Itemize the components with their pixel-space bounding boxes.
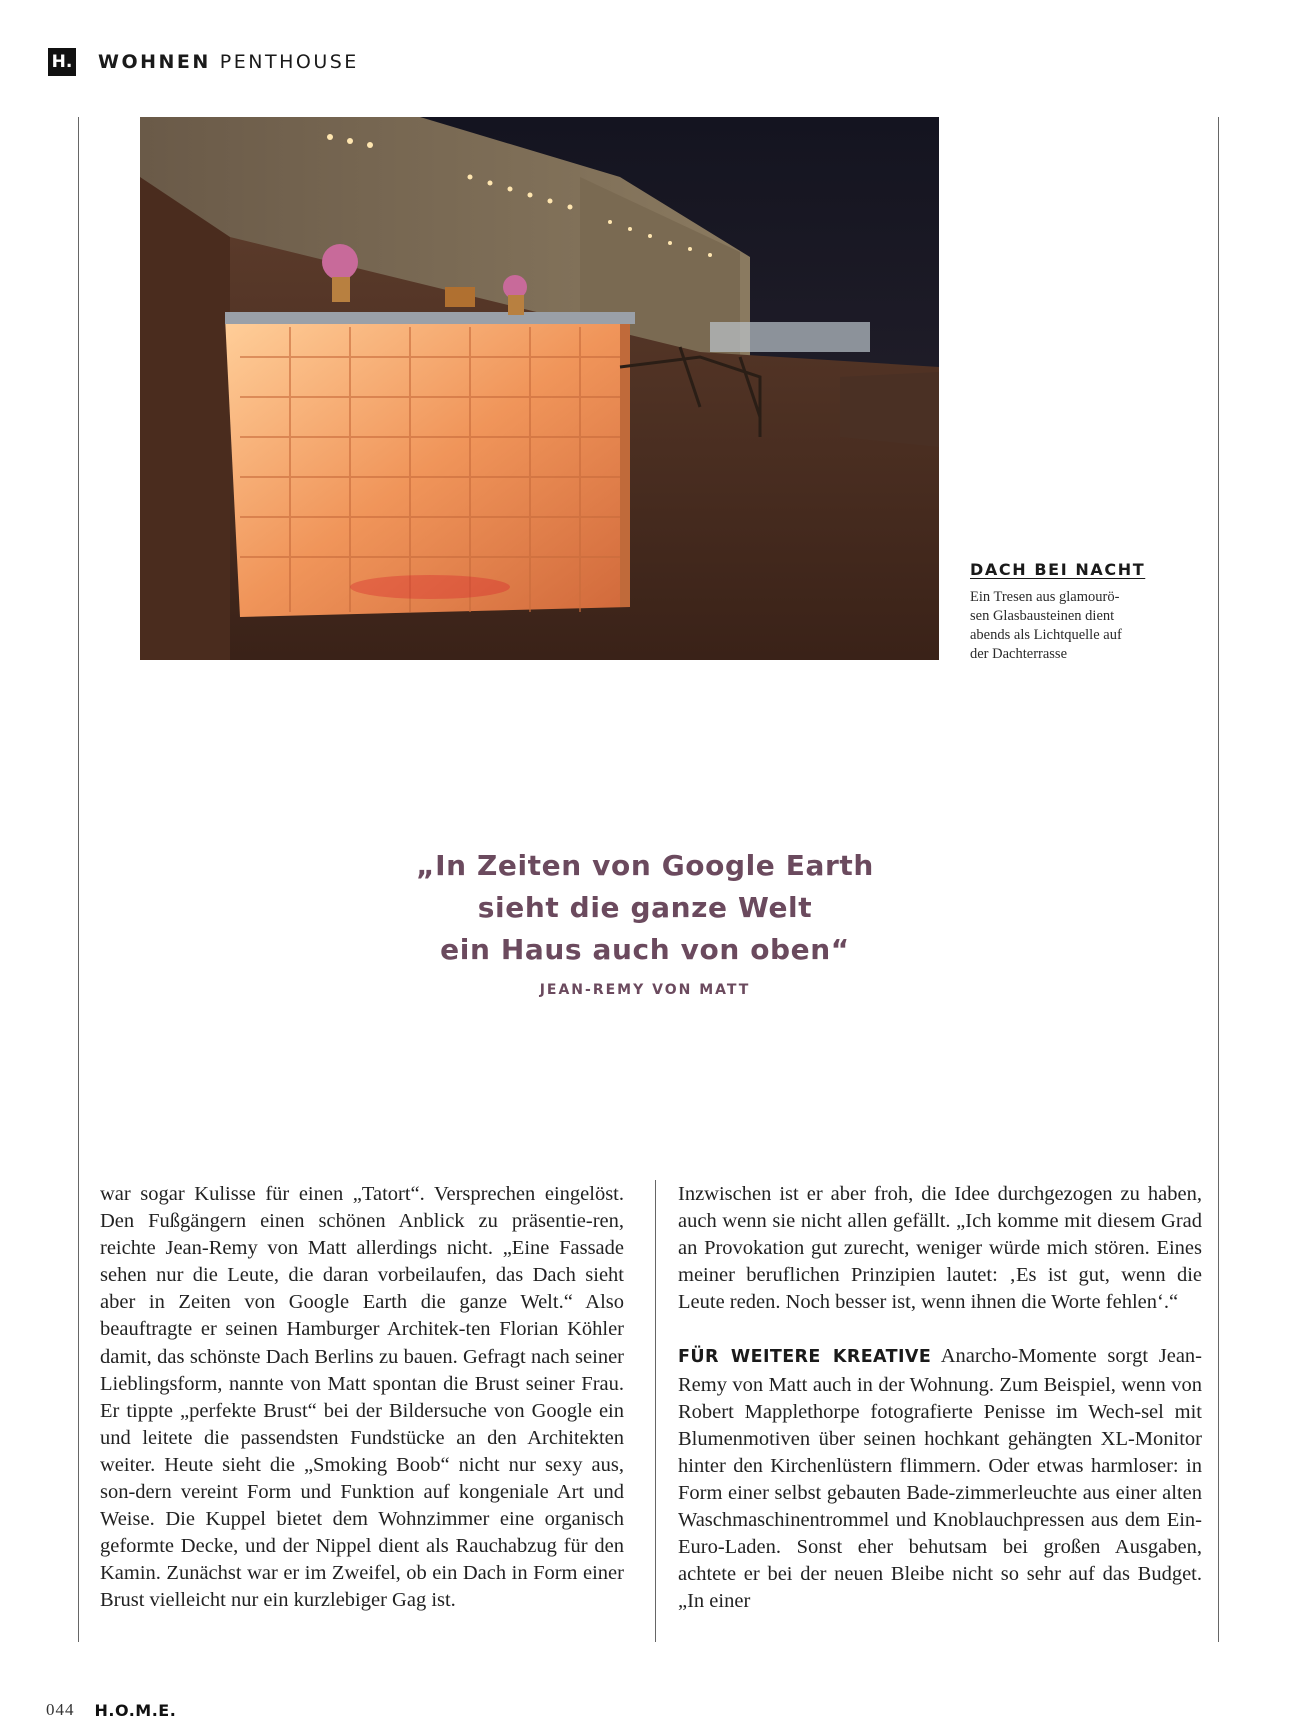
section-label (98, 51, 359, 73)
paragraph-text: Anarcho-Momente sorgt Jean-Remy von Matt auch in der Wohnung. Zum Beispiel, wenn von Robert Mapplethorpe fotografierte Penisse im Wech-sel mit Blumenmotiven über seinen hochkant gehängten XL-Monitor hinter den Kirchenlüstern flimmern. Oder etwas harmloser: in Form einer selbst gebauten Bade-zimmerleuchte aus einer alten Waschmaschinentrommel und Knoblauchpressen aus dem Ein-Euro-Laden. Sonst eher behutsam bei großen Ausgaben, achtete er bei der neuen Bleibe nicht so sehr auf das Budget. „In einer (678, 1345, 1202, 1613)
magazine-name: H.O.M.E. (94, 1700, 177, 1720)
caption-line: der Dachterrasse (970, 646, 1068, 662)
article-paragraph: war sogar Kulisse für einen „Tatort“. Versprechen eingelöst. Den Fußgängern einen schönen Anblick zu präsentie-ren, reichte Jean-Remy von Matt allerdings nicht. „Eine Fassade sehen nur die Leute, die daran vorbeilaufen, das Dach sieht aber in Zeiten von Google Earth die ganze Welt.“ Also beauftragte er seinen Hamburger Architek-ten Florian Köhler damit, das schönste Dach Berlins zu bauen. Gefragt nach seiner Lieblingsform, nannte von Matt spontan die Brust seiner Frau. Er tippte „perfekte Brust“ bei der Bildersuche von Google ein und leitete die passendsten Fundstücke an den Architekten weiter. Heute sieht die „Smoking Boob“ nicht nur sexy aus, son-dern vereint Form und Funktion auf kongeniale Art und Weise. Die Kuppel bietet dem Wohnzimmer eine organisch geformte Decke, und der Nippel dient als Rauchabzug für den Kamin. Zunächst war er im Zweifel, ob ein Dach in Form einer Brust vielleicht nur ein kurzlebiger Gag ist. (100, 1183, 624, 1612)
page-header (48, 47, 359, 77)
section-label-bold: WOHNEN (98, 51, 211, 73)
caption-line: abends als Lichtquelle auf (970, 627, 1122, 643)
paragraph-lead-in: FÜR WEITERE KREATIVE (678, 1347, 932, 1368)
article-paragraph: Inzwischen ist er aber froh, die Idee durchgezogen zu haben, auch wenn sie nicht allen gefällt. „Ich komme mit diesem Grad an Provokation gut zurecht, weniger würde mich stören. Eines meiner beruflichen Prinzipien lautet: ‚Es ist gut, wenn die Leute reden. Noch besser ist, wenn ihnen die Worte fehlen‘.“ (678, 1183, 1202, 1314)
photo-rooftop-bar-night (140, 117, 939, 660)
caption-line: Ein Tresen aus glamourö- (970, 589, 1120, 605)
pull-quote-author: JEAN-REMY VON MATT (539, 982, 751, 998)
article-column-2 (678, 1181, 1202, 1615)
caption-text (970, 588, 1170, 664)
rooftop-bar-photo (140, 117, 939, 660)
left-rule (78, 117, 79, 1642)
caption-line: sen Glasbausteinen dient (970, 608, 1115, 624)
page-number: 044 (46, 1700, 75, 1719)
photo-caption (970, 560, 1170, 664)
article-column-1 (100, 1181, 624, 1615)
article-paragraph (678, 1343, 1202, 1615)
right-rule (1218, 117, 1219, 1642)
page-footer (46, 1700, 176, 1720)
section-label-light: PENTHOUSE (219, 51, 359, 73)
column-rule (655, 1180, 656, 1642)
magazine-logo: H. (48, 48, 76, 76)
pull-quote: „In Zeiten von Google Earth sieht die ganze Welt ein Haus auch von oben“ (416, 849, 874, 966)
caption-title: DACH BEI NACHT (970, 560, 1146, 579)
